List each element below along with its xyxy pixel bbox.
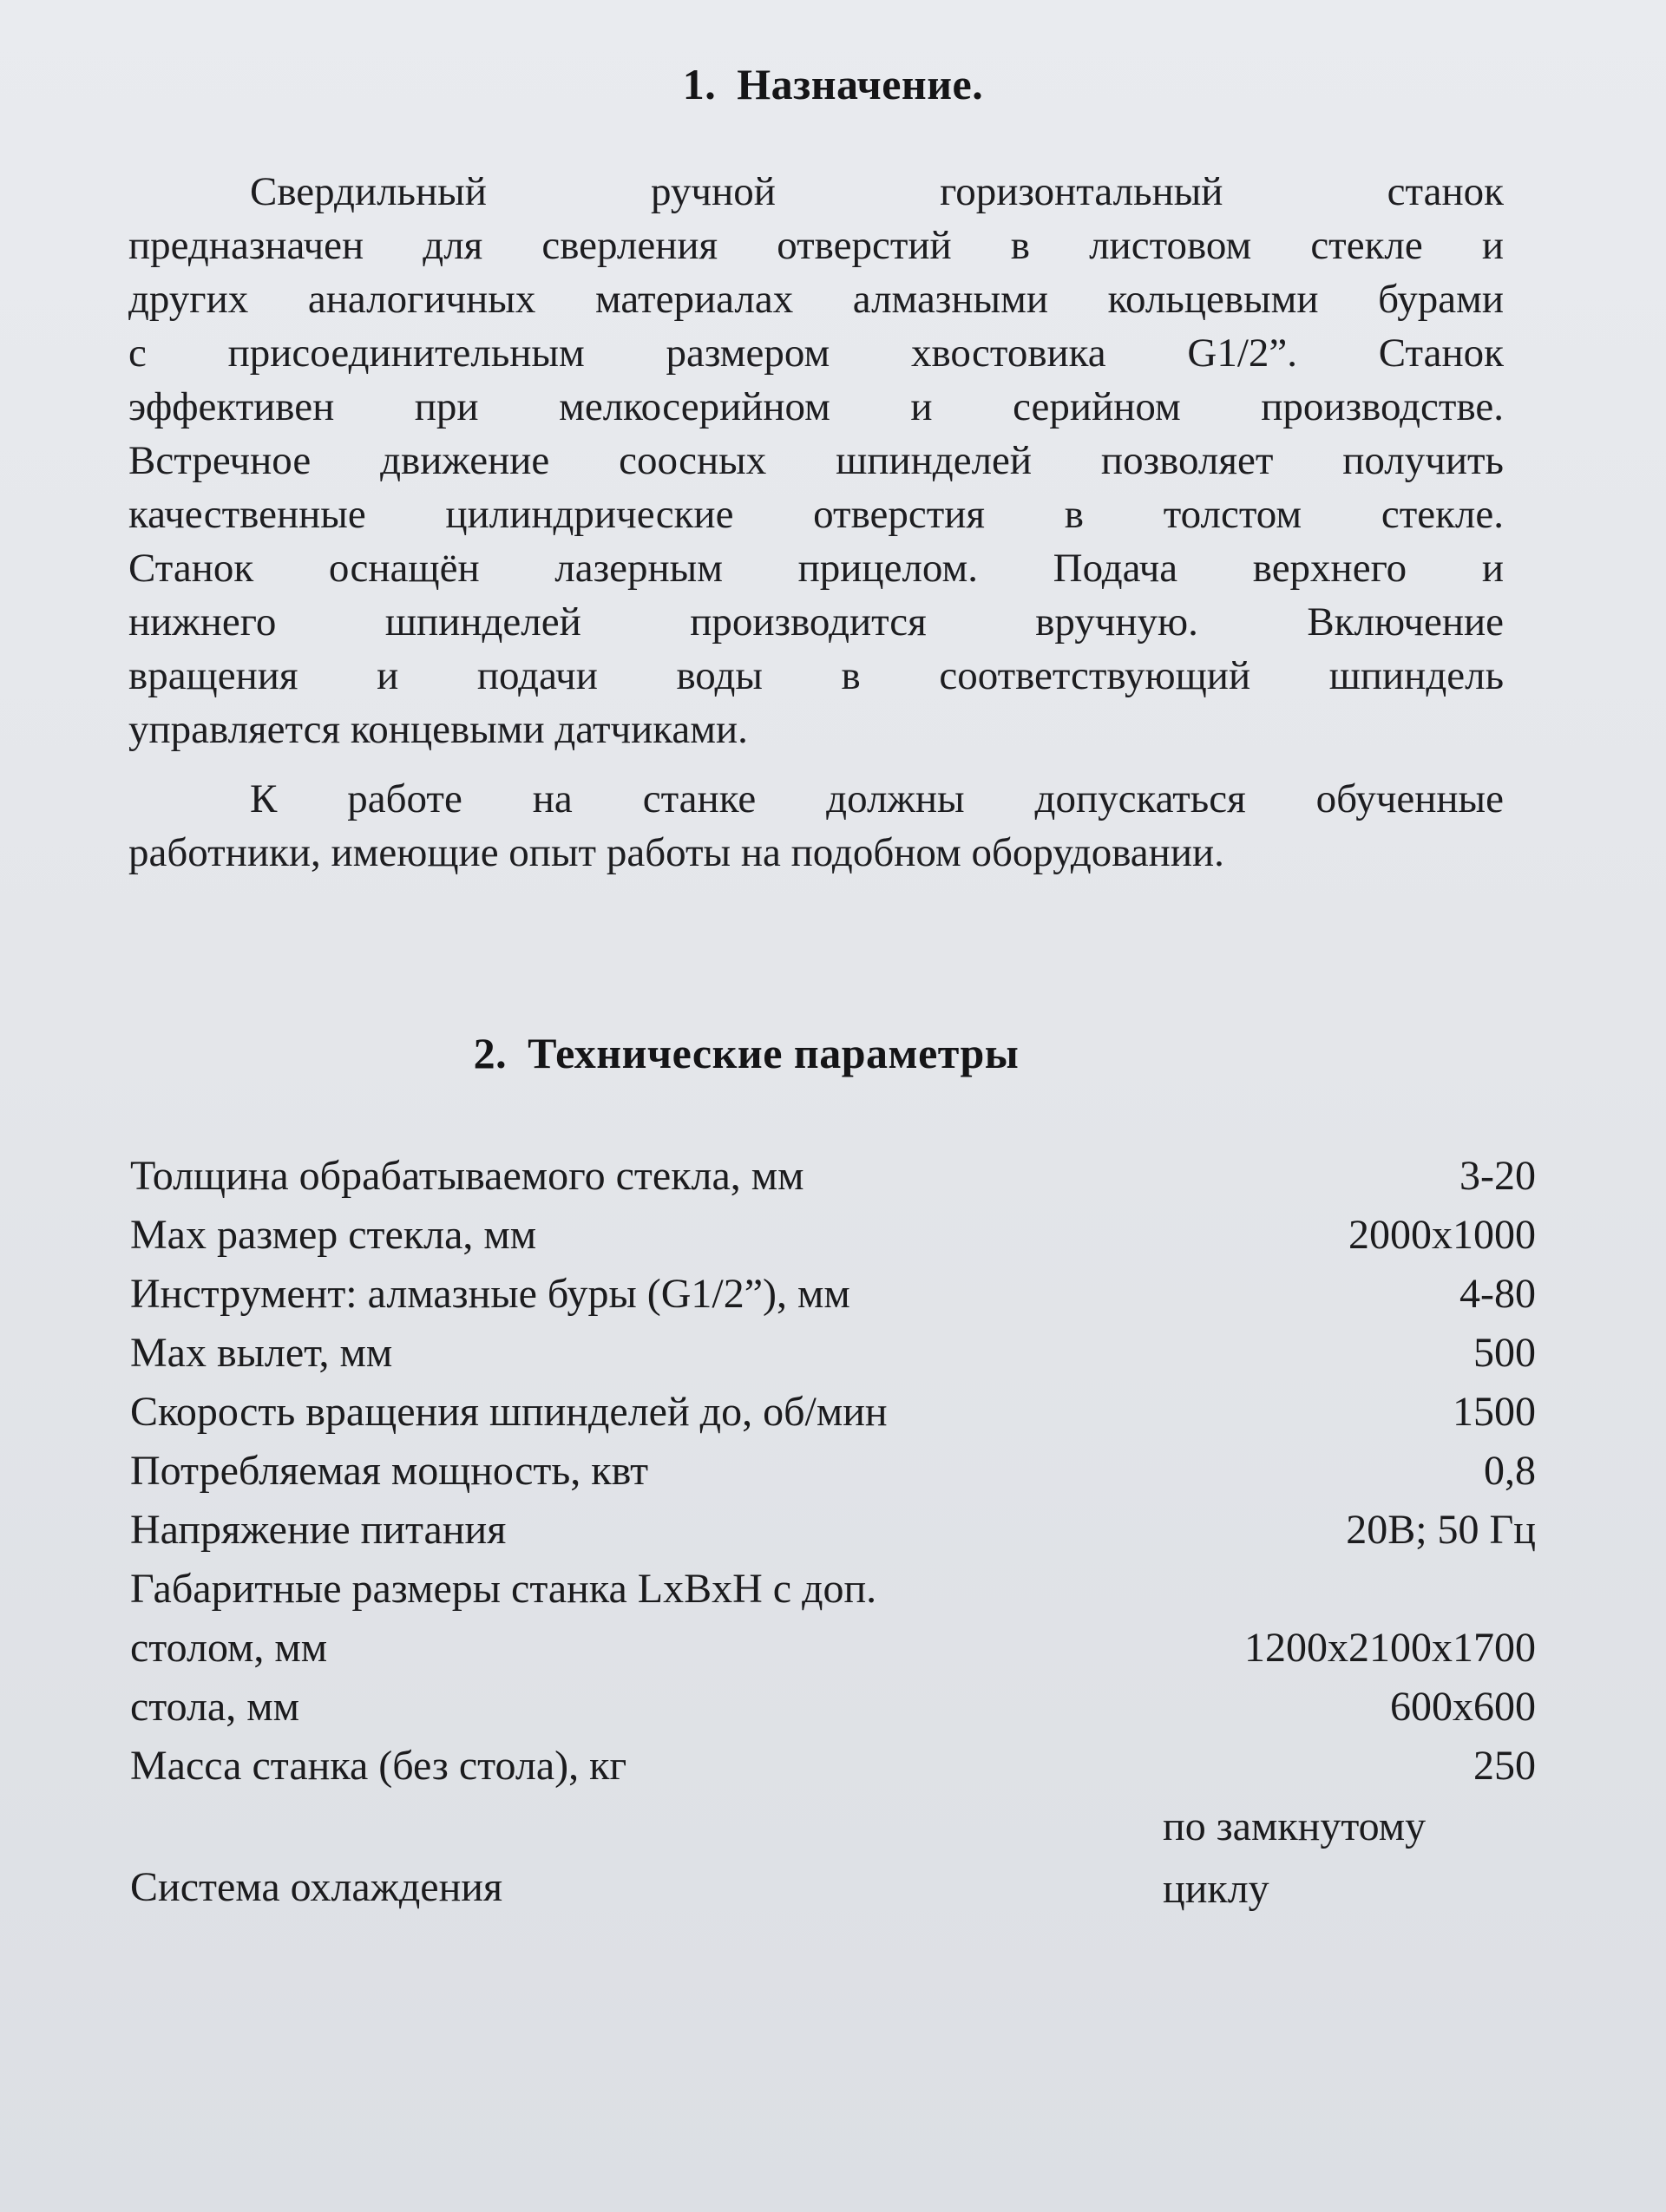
paragraph-line: качественные цилиндрические отверстия в толстом стекле. (128, 492, 1504, 537)
section-1-title: Назначение. (737, 60, 984, 108)
paragraph-line: Станок оснащён лазерным прицелом. Подача верхнего и (128, 546, 1504, 591)
spec-row (130, 1560, 1536, 1619)
spec-label: Потребляемая мощность, квт (130, 1448, 649, 1494)
spec-value: 1200x2100x1700 (1244, 1625, 1536, 1671)
spec-label: Инструмент: алмазные буры (G1/2”), мм (130, 1271, 850, 1317)
section-2-number: 2. (473, 1029, 508, 1077)
spec-row (130, 1737, 1536, 1796)
cooling-value-line-1: по замкнутому (1163, 1803, 1427, 1849)
section-2-title: Технические параметры (528, 1029, 1020, 1077)
spec-row (130, 1206, 1536, 1265)
purpose-paragraph (128, 165, 1504, 756)
section-1-number: 1. (682, 60, 717, 108)
paragraph-line: работники, имеющие опыт работы на подобном оборудовании. (128, 830, 1224, 875)
technical-parameters-list (130, 1147, 1536, 1917)
paragraph-line: других аналогичных материалах алмазными кольцевыми бурами (128, 277, 1504, 322)
paragraph-line: эффективен при мелкосерийном и серийном производстве. (128, 384, 1504, 429)
spec-label: Напряжение питания (130, 1507, 507, 1553)
spec-row (130, 1678, 1536, 1737)
spec-row (130, 1501, 1536, 1560)
spec-row (130, 1383, 1536, 1442)
paragraph-line: Встречное движение соосных шпинделей позволяет получить (128, 438, 1504, 483)
paragraph-line: управляется концевыми датчиками. (128, 707, 748, 752)
spec-row (130, 1442, 1536, 1501)
spec-value (1163, 1796, 1426, 1921)
section-1-heading (0, 59, 1666, 109)
spec-value: 500 (1473, 1330, 1536, 1376)
spec-label: Система охлаждения (130, 1864, 503, 1910)
spec-label: столом, мм (130, 1625, 328, 1671)
spec-value: 3-20 (1459, 1153, 1536, 1199)
cooling-value-line-2: циклу (1163, 1866, 1269, 1912)
spec-row-cooling (130, 1796, 1536, 1917)
spec-label: Габаритные размеры станка LxBxH с доп. (130, 1566, 877, 1612)
paragraph-line: нижнего шпинделей производится вручную. Включение (128, 599, 1504, 645)
spec-label: Толщина обрабатываемого стекла, мм (130, 1153, 804, 1199)
spec-label: Скорость вращения шпинделей до, об/мин (130, 1389, 888, 1435)
spec-value: 20В; 50 Гц (1346, 1507, 1536, 1553)
paragraph-line: с присоединительным размером хвостовика G1/2”. Станок (128, 330, 1504, 376)
spec-label: Max вылет, мм (130, 1330, 393, 1376)
paragraph-line: Свердильный ручной горизонтальный станок (250, 169, 1504, 214)
spec-value: 600x600 (1390, 1684, 1536, 1730)
spec-value: 4-80 (1459, 1271, 1536, 1317)
paragraph-line: К работе на станке должны допускаться обученные (250, 776, 1504, 821)
spec-label: Max размер стекла, мм (130, 1212, 537, 1258)
spec-label: стола, мм (130, 1684, 300, 1730)
spec-row (130, 1619, 1536, 1678)
paragraph-line: вращения и подачи воды в соответствующий шпиндель (128, 653, 1504, 698)
spec-value: 1500 (1453, 1389, 1536, 1435)
operators-paragraph (128, 772, 1504, 880)
spec-value: 2000x1000 (1348, 1212, 1536, 1258)
spec-row (130, 1265, 1536, 1324)
spec-row (130, 1324, 1536, 1383)
section-2-heading (0, 1028, 1579, 1078)
spec-row (130, 1147, 1536, 1206)
spec-value: 0,8 (1484, 1448, 1536, 1494)
paragraph-line: предназначен для сверления отверстий в листовом стекле и (128, 223, 1504, 268)
spec-value: 250 (1473, 1743, 1536, 1789)
spec-label: Масса станка (без стола), кг (130, 1743, 627, 1789)
